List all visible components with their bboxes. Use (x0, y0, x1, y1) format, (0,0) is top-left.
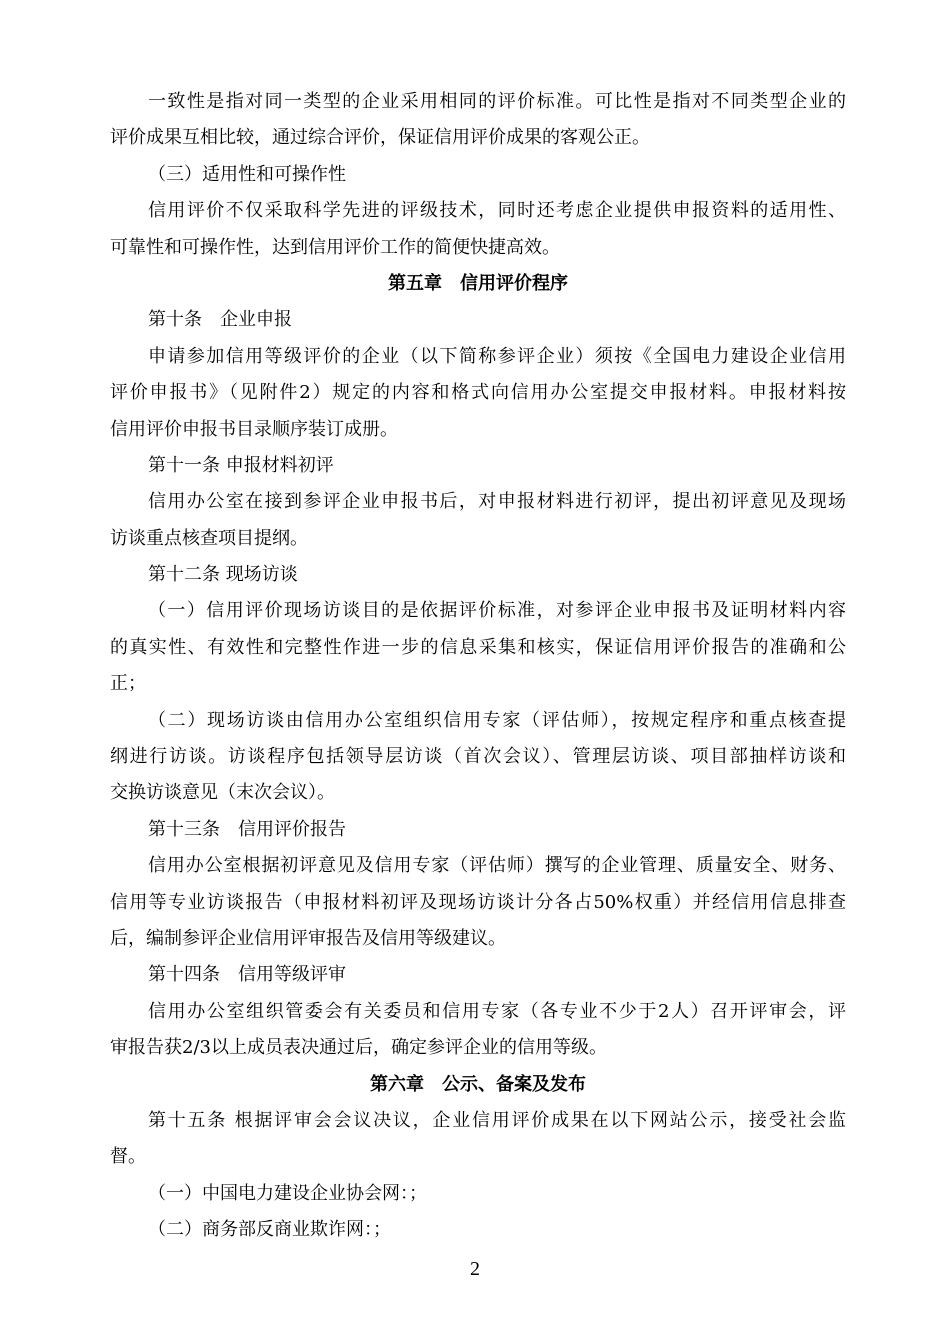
paragraph-line: 第十五条 根据评审会会议决议，企业信用评价成果在以下网站公示，接受社会监 (148, 1109, 846, 1131)
article-line: 第十三条 信用评价报告 (148, 818, 346, 840)
article-line: 第十四条 信用等级评审 (148, 964, 346, 986)
paragraph-line: 信用评价不仅采取科学先进的评级技术，同时还考虑企业提供申报资料的适用性、 (148, 200, 846, 222)
paragraph-line: 后，编制参评企业信用评审报告及信用等级建议。 (110, 927, 506, 949)
paragraph-line: 信用评价申报书目录顺序装订成册。 (110, 418, 398, 440)
article-line: 第十条 企业申报 (148, 309, 292, 331)
paragraph-line: 评价申报书》（见附件2）规定的内容和格式向信用办公室提交申报材料。申报材料按 (110, 382, 846, 404)
paragraph-line: （一）信用评价现场访谈目的是依据评价标准，对参评企业申报书及证明材料内容 (148, 600, 846, 622)
paragraph-line: 申请参加信用等级评价的企业（以下简称参评企业）须按《全国电力建设企业信用 (148, 345, 846, 367)
paragraph-line: 的真实性、有效性和完整性作进一步的信息采集和核实，保证信用评价报告的准确和公 (110, 636, 846, 658)
paragraph-line: 交换访谈意见（末次会议）。 (110, 782, 335, 804)
paragraph-line: 信用办公室根据初评意见及信用专家（评估师）撰写的企业管理、质量安全、财务、 (148, 855, 846, 877)
article-line: 第十二条 现场访谈 (148, 564, 298, 586)
paragraph-line: 可靠性和可操作性，达到信用评价工作的简便快捷高效。 (110, 236, 560, 258)
article-line: 第十一条 申报材料初评 (148, 454, 334, 476)
article-line: （三）适用性和可操作性 (148, 163, 346, 185)
paragraph-line: 访谈重点核查项目提纲。 (110, 527, 308, 549)
paragraph-line: 信用办公室在接到参评企业申报书后，对申报材料进行初评，提出初评意见及现场 (148, 491, 846, 513)
article-line: （二）商务部反商业欺诈网：； (148, 1219, 391, 1241)
paragraph-line: 评价成果互相比较，通过综合评价，保证信用评价成果的客观公正。 (110, 127, 650, 149)
paragraph-line: 信用等专业访谈报告（申报材料初评及现场访谈计分各占50%权重）并经信用信息排查 (110, 891, 846, 913)
paragraph-line: 纲进行访谈。访谈程序包括领导层访谈（首次会议）、管理层访谈、项目部抽样访谈和 (110, 746, 846, 768)
document-body (110, 84, 846, 1249)
paragraph-line: 一致性是指对同一类型的企业采用相同的评价标准。可比性是指对不同类型企业的 (148, 91, 846, 112)
paragraph-line: 正； (110, 673, 146, 695)
paragraph-line: 督。 (110, 1146, 146, 1168)
chapter-heading: 第六章 公示、备案及发布 (370, 1073, 586, 1095)
article-line: （一）中国电力建设企业协会网：； (148, 1182, 427, 1204)
chapter-heading: 第五章 信用评价程序 (388, 272, 568, 294)
paragraph-line: 审报告获2/3以上成员表决通过后，确定参评企业的信用等级。 (110, 1037, 607, 1059)
page-number: 2 (470, 1258, 480, 1280)
paragraph-line: （二）现场访谈由信用办公室组织信用专家（评估师），按规定程序和重点核查提 (148, 709, 846, 731)
paragraph-line: 信用办公室组织管委会有关委员和信用专家（各专业不少于2人）召开评审会，评 (148, 1000, 846, 1022)
